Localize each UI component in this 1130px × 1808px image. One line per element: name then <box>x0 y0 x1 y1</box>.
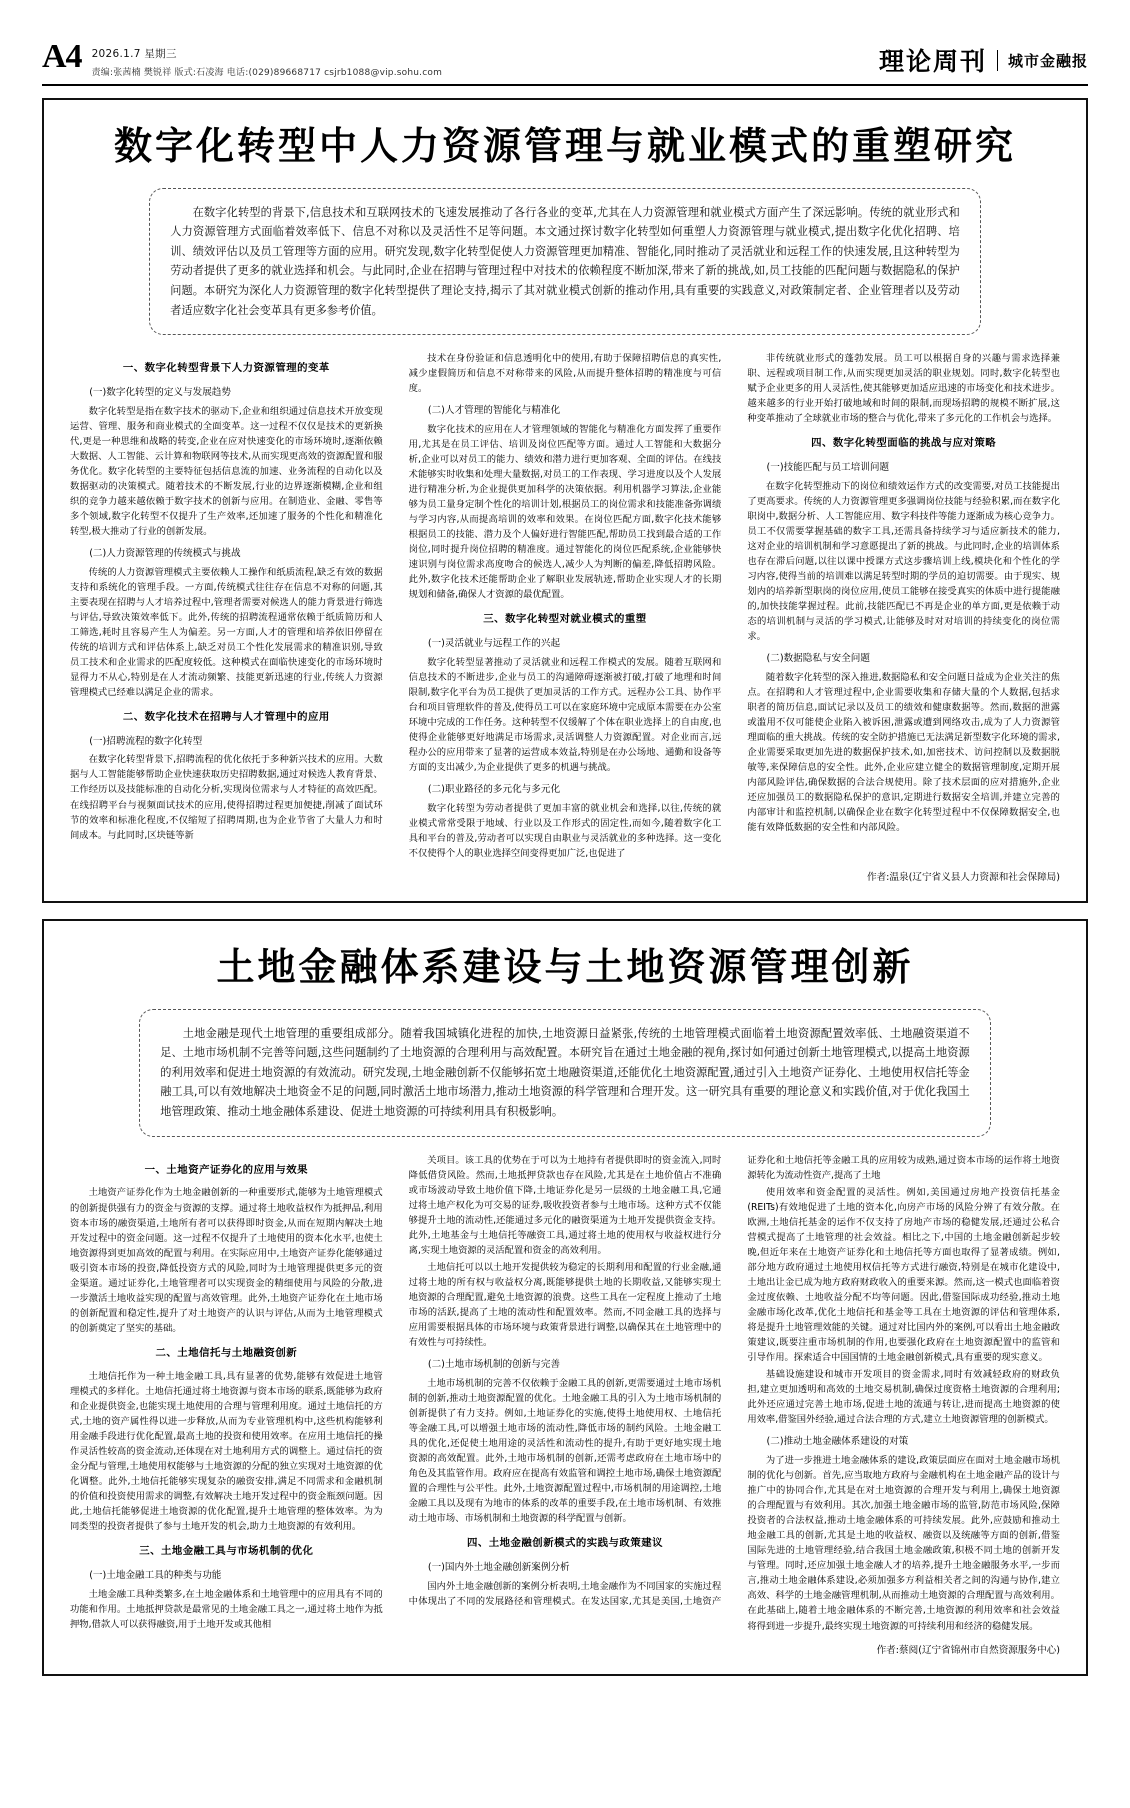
body-paragraph: 数字化技术的应用在人才管理领域的智能化与精准化方面发挥了重要作用,尤其是在员工评估、培训及岗位匹配等方面。通过人工智能和大数据分析,企业可以对员工的能力、绩效和潜力进行更加客观、全面的评估。在线技术能够实时收集和处理大量数据,对员工的工作表现、学习进度以及个人发展进行精准分析,为企业提供更加科学的决策依据。利用机器学习算法,企业能够为员工量身定制个性化的培训计划,根据员工的岗位需求和技能准备弥调绩与学习内容,从而提高培训的效率和效果。在岗位匹配方面,数字化技术能够根据员工的技能、潜力及个人偏好进行智能匹配,帮助员工找到最合适的工作岗位,同时提升岗位招聘的精准度。通过智能化的岗位匹配系统,企业能够快速识别与岗位需求高度吻合的候选人,减少人为判断的偏差,降低招聘风险。此外,数字化技术还能帮助企业了解职业发展轨迹,帮助企业实现人才的长期规划和储备,确保人才资源的最优配置。 <box>408 423 722 601</box>
section-heading: 一、数字化转型背景下人力资源管理的变革 <box>122 363 330 375</box>
masthead-meta <box>92 40 443 78</box>
article-one <box>42 98 1088 903</box>
masthead-divider <box>42 84 1088 86</box>
body-paragraph: 土地金融工具种类繁多,在土地金融体系和土地管理中的应用具有不同的功能和作用。土地抵押贷款是最常见的土地金融工具之一,通过将土地作为抵押物,借款人可以获得融资,用于土地开发或其他相 <box>70 1588 383 1630</box>
article-one-body <box>70 351 1060 861</box>
subsection-heading: (一)招聘流程的数字化转型 <box>89 735 203 747</box>
section-heading: 二、土地信托与土地融资创新 <box>155 1347 298 1359</box>
body-paragraph: 在数字化转型推动下的岗位和绩效运作方式的改变需要,对员工技能提出了更高要求。传统的人力资源管理更多强调岗位技能与经验积累,而在数字化职岗中,数据分析、人工智能应用、数字科技件等能力逐渐成为核心竞争力。员工不仅需要掌握基础的数字工具,还需具备持续学习与适应新技术的能力,这对企业的培训机制和学习意愿提出了新的挑战。与此同时,企业的培训体系也存在滞后问题,以往以课中授课方式这步骤培训上线,模块化和个性化的学习内容,使得当前的培训难以满足转型时期的学员的迫切需要。由于现实、规划内的培养新型职岗的岗位应用,使员工能够在接受真实的体质中进行提能融的,加快技能掌握过程。此前,技能匹配已不再是企业的单方面,更是依赖于动态的培训机制与灵活的学习模式,让能够及时对对培训的持续变化的岗位需求。 <box>747 480 1060 643</box>
body-paragraph: 国内外土地金融创新的案例分析表明,土地金融作为不同国家的实施过程中体现出了不同的发展路径和管理模式。在发达国家,尤其是美国,土地资产证券化和土地信托等金融工具的应用较为成熟,通过资本市场的运作将土地资源转化为流动性资产,提高了土地 <box>408 1154 1060 1607</box>
article-one-abstract: 在数字化转型的背景下,信息技术和互联网技术的飞速发展推动了各行各业的变革,尤其在人力资源管理和就业模式方面产生了深远影响。传统的就业形式和人力资源管理方式面临着效率低下、信息不对称以及灵活性不足等问题。本文通过探讨数字化转型如何重塑人力资源管理与就业模式,提出数字化优化招聘、培训、绩效评估以及员工管理等方面的应用。研究发现,数字化转型促使人力资源管理更加精准、智能化,同时推动了灵活就业和远程工作的快速发展,且这种转型为劳动者提供了更多的就业选择和机会。与此同时,企业在招聘与管理过程中对技术的依赖程度不断加深,带来了新的挑战,如,员工技能的匹配问题与数据隐私的保护问题。本研究为深化人力资源管理的数字化转型提供了理论支持,揭示了其对就业模式创新的推动作用,具有重要的实践意义,对政策制定者、企业管理者以及劳动者适应数字化社会变革具有更多参考价值。 <box>149 188 981 336</box>
subsection-heading: (一)土地金融工具的种类与功能 <box>89 1570 222 1582</box>
article-two-body <box>70 1153 1060 1634</box>
subsection-heading: (一)技能匹配与员工培训问题 <box>766 462 890 474</box>
article-one-headline: 数字化转型中人力资源管理与就业模式的重塑研究 <box>113 126 1016 168</box>
body-paragraph: 随着数字化转型的深入推进,数据隐私和安全问题日益成为企业关注的焦点。在招聘和人才管理过程中,企业需要收集和存储大量的个人数据,包括求职者的简历信息,面试记录以及员工的绩效和健康数据等。然而,数据的泄露或滥用不仅可能使企业陷入被诉困,泄露或遭到网络攻击,成为了人力资源管理面临的重大挑战。传统的安全防护措施已无法满足新型数字化环境的需求,企业需要采取更加先进的数据保护技术,如,加密技术、访问控制以及数据脱敏等,来保障信息的安全性。此外,企业应建立健全的数据管理制度,定期开展内部风险评估,确保数据的合法合规使用。除了技术层面的应对措施外,企业还应加强员工的数据隐私保护的意识,定期进行数据安全培训,并建立完善的内部审计和监控机制,以确保企业在数字化转型过程中不仅保障数据安全,也能有效降低数据的安全性和内部风险。 <box>747 671 1060 834</box>
body-paragraph: 基础设施建设和城市开发项目的资金需求,同时有效减轻政府的财政负担,建立更加透明和高效的土地交易机制,确保过度资格土地资源的合理利用;此外还应通过完善土地市场,促进土地的流通与转让,进而提高土地资源的使用效率,借鉴国外经验,通过合法合理的方式,建立土地资源管理的创新模式。 <box>747 1369 1060 1426</box>
article-one-byline: 作者:温泉(辽宁省义县人力资源和社会保障局) <box>867 871 1060 883</box>
masthead-left <box>42 40 879 78</box>
section-heading: 二、数字化技术在招聘与人才管理中的应用 <box>122 712 330 723</box>
body-paragraph: 使用效率和资金配置的灵活性。例如,美国通过房地产投资信托基金(REITs)有效地促进了土地的资本化,向房产市场的风险分辨了有效分散。在欧洲,土地信托基金的运作不仅支持了房地产市场的稳健发展,还通过公私合营模式提高了土地管理的社会效益。相比之下,中国的土地金融创新起步较晚,但近年来在土地资产证券化和土地信托等方面也取得了显著成绩。例如,部分地方政府通过土地使用权信托等方式进行融资,特别是在城市化建设中,土地出让金已成为地方政府财政收入的重要来源。然而,这一模式也面临着资金过度依赖、土地收益分配不均等问题。因此,借鉴国际成功经验,推动土地金融市场化改革,优化土地信托和基金等工具在土地资源的评估和管理体系,将是提升土地管理效能的关键。通过对比国内外的案例,可以看出土地金融政策建议,既要注重市场机制的作用,也要强化政府在土地资源配置中的监管和引导作用。探索适合中国国情的土地金融创新模式,具有重要的现实意义。 <box>747 1186 1060 1364</box>
subsection-heading: (二)人才管理的智能化与精准化 <box>427 405 561 417</box>
subsection-heading: (一)数字化转型的定义与发展趋势 <box>89 387 231 399</box>
article-two <box>42 919 1088 1676</box>
section-heading: 四、土地金融创新模式的实践与政策建议 <box>466 1538 663 1550</box>
subsection-heading: (二)人力资源管理的传统模式与挑战 <box>89 548 241 560</box>
subsection-heading: (二)数据隐私与安全问题 <box>766 653 870 665</box>
article-two-abstract: 土地金融是现代土地管理的重要组成部分。随着我国城镇化进程的加快,土地资源日益紧张,传统的土地管理模式面临着土地资源配置效率低、土地融资渠道不足、土地市场机制不完善等问题,这些问题制约了土地资源的合理利用与高效配置。本研究旨在通过土地金融的视角,探讨如何通过创新土地管理模式,以提高土地资源的利用效率和促进土地资源的有效流动。研究发现,土地金融创新不仅能够拓宽土地融资渠道,还能优化土地资源配置,通过引入土地资产证券化、土地使用权信托等金融工具,可以有效地解决土地资金不足的问题,同时激活土地市场潜力,推动土地资源的科学管理和合理开发。这一研究具有重要的理论意义和实践价值,对于优化我国土地管理政策、推动土地金融体系建设、促进土地资源的可持续利用具有积极影响。 <box>139 1009 990 1137</box>
body-paragraph: 关项目。该工具的优势在于可以为土地持有者提供即时的资金流入,同时降低借贷风险。然而,土地抵押贷款也存在风险,尤其是在土地价值占不准确或市场波动导致土地价值下降,土地证券化是另一层级的土地金融工具,它通过将土地产权化为可交易的证券,吸收投资者参与土地市场。这种方式不仅能够提升土地的流动性,还能通过多元化的融资渠道为土地开发提供资金支持。此外,土地基金与土地信托等融资工具,通过将土地的使用权与收益权进行分离,实现土地资源的灵活配置和资金的高效利用。 <box>408 1154 722 1256</box>
body-paragraph: 土地信托作为一种土地金融工具,具有显著的优势,能够有效促进土地管理模式的多样化。土地信托通过将土地资源与资本市场的联系,既能够为政府和企业提供资金,也能实现土地使用的合理与管理利用度。通过土地信托的方式,土地的资产属性得以进一步释放,从而为专业管理机构中,这些机构能够利用金融手段进行优化配置,最高土地的投资和使用效率。在应用土地信托的操作灵活性较高的资金流动,还体现在对土地利用方式的调整上。通过信托的资金分配与管理,土地使用权能够与土地资源的分配的独立实现对土地资源的优化调整。此外,土地信托能够实现复杂的融资安排,满足不同需求和金融机制的价值和投资使用需求的调整,有效解决土地开发过程中的资金瓶颈问题。因此,土地信托能够促进土地资源的优化配置,提升土地管理的整体效率。为为同类型的投资者提供了参与土地开发的机会,助力土地资源的有效利用。 <box>70 1370 383 1533</box>
section-heading: 三、数字化转型对就业模式的重塑 <box>483 614 647 626</box>
subsection-heading: (二)推动土地金融体系建设的对策 <box>766 1436 909 1448</box>
body-paragraph: 为了进一步推进土地金融体系的建设,政策层面应在面对土地金融市场机制的优化与创新。首先,应当取地方政府与金融机构在土地金融产品的设计与推广中的协同合作,尤其是在对土地资源的合理开发与利用上,确保土地资源的合理配置与有效利用。其次,加强土地金融市场的监管,防范市场风险,保障投资者的合法权益,推动土地金融体系的可持续发展。此外,应鼓励和推动土地金融工具的创新,尤其是土地的收益权、融资以及统融等方面的创新,借鉴国际先进的土地管理经验,结合我国土地金融政策,积极不同土地的创新开发与管理。同时,还应加强土地金融人才的培养,提升土地金融服务水平,一步而言,推动土地金融体系建设,必须加强多方利益相关者之间的沟通与协作,建立高效、科学的土地金融管理机制,从而推动土地资源的合理配置与高效利用。在此基础上,随着土地金融体系的不断完善,土地资源的利用效率和社会效益将得到进一步提升,最终实现土地资源的可持续利用和经济的稳健发展。 <box>747 1454 1060 1632</box>
body-paragraph: 传统的人力资源管理模式主要依赖人工操作和纸质流程,缺乏有效的数据支持和系统化的管理手段。一方面,传统模式往往存在信息不对称的问题,其主要表现在招聘与人才培养过程中,管理者需要对候选人的能力背景进行筛选与评估,导致决策效率低下。此外,传统的招聘流程通常依赖于纸质简历和人工筛选,耗时且容易产生人为偏差。另一方面,人才的管理和培养依旧停留在传统的培训方式和评估体系上,缺乏对员工个性化发展需求的精准识别,导致员工技术和企业需求的匹配度较低。这种模式在面临快速变化的市场环境时显得力不从心,特别是在人才流动频繁、技能更新迅速的行业,传统人力资源管理模式已经难以满足企业的需求。 <box>70 566 383 698</box>
section-heading: 一、土地资产证券化的应用与效果 <box>144 1164 308 1176</box>
subsection-heading: (二)土地市场机制的创新与完善 <box>427 1359 561 1371</box>
paper-name: 城市金融报 <box>997 50 1088 71</box>
editor-credits: 责编:张茜楠 樊锐祥 版式:石凌海 电话:(029)89668717 csjrb1088@vip.sohu.com <box>91 68 443 78</box>
article-two-byline: 作者:蔡阅(辽宁省锦州市自然资源服务中心) <box>876 1644 1060 1656</box>
body-paragraph: 土地信托可以以土地开发提供较为稳定的长期利用和配置的行业金融,通过将土地的所有权与收益权分离,既能够提供土地的长期收益,又能够实现土地资源的合理配置,避免土地资源的浪费。这些工具在一定程度上推动了土地市场的活跃,提高了土地的流动性和配置效率。然而,不同金融工具的选择与应用需要根据具体的市场环境与政策背景进行调整,以确保其在土地管理中的有效性与可持续性。 <box>408 1261 722 1349</box>
body-paragraph: 数字化转型为劳动者提供了更加丰富的就业机会和选择,以往,传统的就业模式常常受限于地域、行业以及工作形式的固定性,而如今,随着数字化工具和平台的普及,劳动者可以实现自由职业与灵活就业的多种选择。这一变化不仅使得个人的职业选择空间变得更加广泛,也促进了 <box>408 802 722 859</box>
body-paragraph: 技术在身份验证和信息透明化中的使用,有助于保障招聘信息的真实性,减少虚假简历和信息不对称带来的风险,从而提升整体招聘的精准度与可信度。 <box>408 353 722 395</box>
subsection-heading: (一)国内外土地金融创新案例分析 <box>427 1562 570 1574</box>
body-paragraph: 土地市场机制的完善不仅依赖于金融工具的创新,更需要通过土地市场机制的创新,推动土地资源配置的优化。土地金融工具的引入为土地市场机制的创新提供了有力支持。例如,土地证券化的实施,使得土地使用权、土地信托等金融工具,可以增强土地市场的流动性,降低市场的制约风险。土地金融工具的优化,还促使土地用途的灵活性和流动性的提升,有助于更好地实现土地资源的高效配置。此外,土地市场机制的创新,还需考虑政府在土地市场中的角色及其监管作用。政府应在提高有效监管和调控土地市场,确保土地资源配置的合理性与公平性。此外,土地资源配置过程中,市场机制的用途调控,土地金融工具以及现有为地市的体系的改革的重要手段,在土地市场机制、有效推动土地市场、市场机制和土地资源的科学配置与创新。 <box>408 1377 722 1525</box>
subsection-heading: (二)职业路径的多元化与多元化 <box>427 784 561 796</box>
body-paragraph: 在数字化转型背景下,招聘流程的优化依托于多种新兴技术的应用。大数据与人工智能能够帮助企业快速获取历史招聘数据,通过对候选人教育背景、工作经历以及技能标准的自动化分析,实现岗位需求与人才特征的高效匹配。在线招聘平台与视频面试技术的应用,使得招聘过程更加便捷,削减了面试环节的效率和标准化程度,不仅缩短了招聘周期,也为企业节省了大量人力和时间成本。与此同时,区块链等新 <box>70 754 383 841</box>
masthead <box>0 0 1130 78</box>
section-heading: 四、数字化转型面临的挑战与应对策略 <box>811 438 997 450</box>
masthead-right <box>879 40 1088 78</box>
body-paragraph: 非传统就业形式的蓬勃发展。员工可以根据自身的兴趣与需求选择兼职、远程或项目制工作,从而实现更加灵活的职业规划。同时,数字化转型也赋予企业更多的用人灵活性,使其能够更加适应迅速的市场变化和技术进步。越来越多的行业开始打破地域和时间的限制,而现场招聘的规模不断扩展,这种变革推动了全球就业市场的整合与优化,带来了多元化的工作机会与选择。 <box>747 353 1060 425</box>
subsection-heading: (一)灵活就业与远程工作的兴起 <box>427 638 561 650</box>
body-paragraph: 土地资产证券化作为土地金融创新的一种重要形式,能够为土地管理模式的创新提供强有力的资金与资源的支撑。通过将土地收益权作为抵押品,利用资本市场的融资渠道,土地所有者可以获得即时资金,从而在短期内解决土地开发过程中的资金问题。这一过程不仅提升了土地使用的资本化水平,也使土地资源得到更加高效的配置与利用。在实际应用中,土地资产证券化能够通过吸引资本市场的投资,降低投资方式的风险,同时为土地管理提供更多元的资金渠道。通过证券化,土地管理者可以实现资金的精细使用与风险的分散,进一步激活土地收益实现的配置与高效管理。此外,土地资产证券化在土地市场的创新配置和稳定性,提升了对土地资产的认识与评估,从而为土地管理模式的创新奠定了坚实的基础。 <box>70 1187 383 1334</box>
section-heading: 三、土地金融工具与市场机制的优化 <box>139 1546 314 1558</box>
article-two-headline: 土地金融体系建设与土地资源管理创新 <box>216 946 914 989</box>
publish-date: 2026.1.7 星期三 <box>91 48 177 60</box>
body-paragraph: 数字化转型是指在数字技术的驱动下,企业和组织通过信息技术开放变现运营、管理、服务和商业模式的全面变革。这一过程不仅仅是技术的更新换代,更是一种思维和战略的转变,企业在应对快速变化的市场环境时,逐渐依赖大数据、人工智能、云计算和物联网等技术,从而实现更高效的资源配置和服务优化。数字化转型的主要特征包括信息流的加速、业务流程的自动化以及数据驱动的决策模式。随着技术的不断发展,行业的边界逐渐模糊,企业和组织的竞争力越来越依赖于数字技术的创新与应用。在制造业、金融、零售等多个领域,数字化转型不仅提升了生产效率,还加速了服务的个性化和精准化转型,极大推动了行业的创新发展。 <box>70 405 383 537</box>
page-number: A4 <box>42 38 82 75</box>
body-paragraph: 数字化转型显著推动了灵活就业和远程工作模式的发展。随着互联网和信息技术的不断进步,企业与员工的沟通障碍逐渐被打破,打破了地理和时间限制,数字化平台为员工提供了更加灵活的工作方式。远程办公工具、协作平台和项目管理软件的普及,使得员工可以在家庭环境中完成原本需要在办公室环境中完成的工作任务。这种转型不仅缓解了个体在职业选择上的自由度,也使得企业能够更好地满足市场需求,灵活调整人力资源配置。对企业而言,远程办公的应用带来了显著的运营成本效益,特别是在办公场地、通勤和设备等方面的支出减少,为企业提供了更多的机遇与挑战。 <box>408 656 722 774</box>
section-title: 理论周刊 <box>878 49 987 76</box>
